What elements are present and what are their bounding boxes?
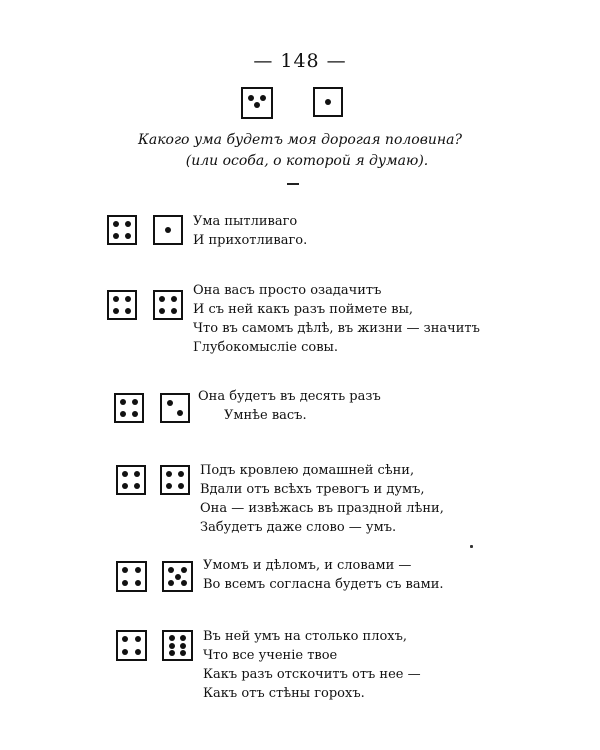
die-pip bbox=[260, 95, 266, 101]
section-2-verse bbox=[193, 281, 480, 357]
header-die-one bbox=[313, 87, 343, 117]
section-1-die-right bbox=[153, 215, 183, 245]
die-pip bbox=[180, 635, 186, 641]
die-pip bbox=[122, 636, 128, 642]
section-5-die-right bbox=[162, 561, 193, 592]
die-pip bbox=[113, 233, 119, 239]
section-2-die-right bbox=[153, 290, 183, 320]
section-2-line-1: Она васъ просто озадачитъ bbox=[193, 283, 382, 298]
ink-speck bbox=[470, 545, 473, 548]
section-5-die-left bbox=[116, 561, 147, 592]
section-1-die-left bbox=[107, 215, 137, 245]
die-pip bbox=[135, 636, 141, 642]
die-pip bbox=[181, 580, 187, 586]
section-6-line-2: Что все ученіе твое bbox=[203, 648, 338, 663]
die-pip bbox=[134, 471, 140, 477]
die-pip bbox=[125, 233, 131, 239]
die-pip bbox=[168, 580, 174, 586]
die-pip bbox=[168, 567, 174, 573]
die-pip bbox=[135, 580, 141, 586]
die-pip bbox=[122, 567, 128, 573]
section-6-line-4: Какъ отъ стѣны горохъ. bbox=[203, 686, 365, 701]
section-1-line-2: И прихотливаго. bbox=[193, 233, 308, 248]
section-3-die-right bbox=[160, 393, 190, 423]
page-number: — 148 — bbox=[253, 50, 347, 72]
die-pip bbox=[175, 574, 181, 580]
die-pip bbox=[166, 471, 172, 477]
section-3-line-1: Она будетъ въ десять разъ bbox=[198, 389, 381, 404]
die-pip bbox=[113, 308, 119, 314]
section-3-line-2: Умнѣе васъ. bbox=[224, 408, 307, 423]
die-pip bbox=[169, 650, 175, 656]
section-2-line-4: Глубокомысліе совы. bbox=[193, 340, 339, 355]
die-pip bbox=[122, 471, 128, 477]
die-pip bbox=[120, 399, 126, 405]
die-pip bbox=[135, 649, 141, 655]
die-pip bbox=[171, 308, 177, 314]
die-pip bbox=[134, 483, 140, 489]
section-4-line-2: Вдали отъ всѣхъ тревогъ и думъ, bbox=[200, 482, 425, 497]
die-pip bbox=[135, 567, 141, 573]
section-6-verse bbox=[203, 627, 421, 703]
section-2-line-3: Что въ самомъ дѣлѣ, въ жизни — значитъ bbox=[193, 321, 480, 336]
page-title bbox=[0, 130, 600, 172]
section-6-line-1: Въ ней умъ на столько плохъ, bbox=[203, 629, 408, 644]
section-2-die-left bbox=[107, 290, 137, 320]
die-pip bbox=[177, 410, 183, 416]
die-pip bbox=[254, 102, 260, 108]
die-pip bbox=[122, 483, 128, 489]
die-pip bbox=[120, 411, 126, 417]
die-pip bbox=[113, 221, 119, 227]
die-pip bbox=[132, 399, 138, 405]
die-pip bbox=[125, 296, 131, 302]
section-5-line-2: Во всемъ согласна будетъ съ вами. bbox=[203, 577, 444, 592]
title-line-1: Какого ума будетъ моя дорогая половина? bbox=[138, 132, 462, 148]
die-pip bbox=[178, 483, 184, 489]
die-pip bbox=[169, 643, 175, 649]
die-pip bbox=[167, 400, 173, 406]
section-4-verse bbox=[200, 461, 444, 537]
section-1-verse bbox=[193, 212, 307, 250]
section-6-line-3: Какъ разъ отскочитъ отъ нее — bbox=[203, 667, 421, 682]
title-line-2: (или особа, о которой я думаю). bbox=[185, 153, 429, 169]
section-4-line-4: Забудетъ даже слово — умъ. bbox=[200, 520, 397, 535]
die-pip bbox=[325, 99, 331, 105]
die-pip bbox=[159, 308, 165, 314]
section-5-line-1: Умомъ и дѣломъ, и словами — bbox=[203, 558, 412, 573]
section-2-line-2: И съ ней какъ разъ поймете вы, bbox=[193, 302, 414, 317]
section-4-line-3: Она — извѣжась въ праздной лѣни, bbox=[200, 501, 444, 516]
die-pip bbox=[113, 296, 119, 302]
section-4-die-left bbox=[116, 465, 146, 495]
die-pip bbox=[180, 650, 186, 656]
die-pip bbox=[132, 411, 138, 417]
section-4-die-right bbox=[160, 465, 190, 495]
section-3-die-left bbox=[114, 393, 144, 423]
die-pip bbox=[180, 643, 186, 649]
section-5-verse bbox=[203, 556, 444, 594]
die-pip bbox=[125, 221, 131, 227]
header-die-three bbox=[241, 87, 273, 119]
section-6-die-left bbox=[116, 630, 147, 661]
die-pip bbox=[181, 567, 187, 573]
die-pip bbox=[248, 95, 254, 101]
section-1-line-1: Ума пытливаго bbox=[193, 214, 298, 229]
die-pip bbox=[178, 471, 184, 477]
section-6-die-right bbox=[162, 630, 193, 661]
die-pip bbox=[122, 649, 128, 655]
die-pip bbox=[169, 635, 175, 641]
die-pip bbox=[125, 308, 131, 314]
section-4-line-1: Подъ кровлею домашней сѣни, bbox=[200, 463, 415, 478]
die-pip bbox=[165, 227, 171, 233]
section-3-verse bbox=[198, 387, 381, 425]
die-pip bbox=[166, 483, 172, 489]
separator-dash bbox=[287, 183, 299, 185]
die-pip bbox=[159, 296, 165, 302]
die-pip bbox=[122, 580, 128, 586]
die-pip bbox=[171, 296, 177, 302]
